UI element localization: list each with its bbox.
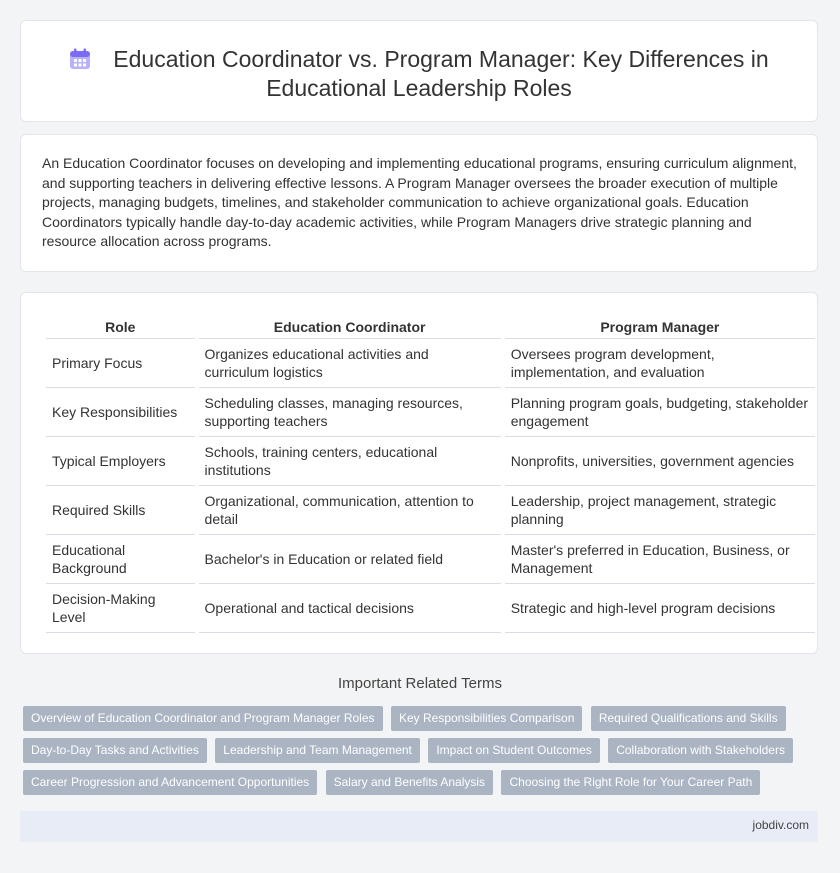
program-manager-cell: Leadership, project management, strategic planning xyxy=(505,486,815,535)
table-header-row xyxy=(46,314,815,339)
table-row xyxy=(46,535,815,584)
table-row xyxy=(46,486,815,535)
comparison-card xyxy=(20,292,818,654)
table-row xyxy=(46,339,815,388)
program-manager-cell: Oversees program development, implementation, and evaluation xyxy=(505,339,815,388)
program-manager-cell: Planning program goals, budgeting, stakeholder engagement xyxy=(505,388,815,437)
row-label: Required Skills xyxy=(46,486,195,535)
header-program-manager: Program Manager xyxy=(505,314,815,339)
row-label: Typical Employers xyxy=(46,437,195,486)
related-terms-heading: Important Related Terms xyxy=(338,675,502,692)
education-coordinator-cell: Schools, training centers, educational institutions xyxy=(199,437,501,486)
table-row xyxy=(46,388,815,437)
education-coordinator-cell: Organizes educational activities and curriculum logistics xyxy=(199,339,501,388)
education-coordinator-cell: Organizational, communication, attention to detail xyxy=(199,486,501,535)
related-term-tag[interactable]: Salary and Benefits Analysis xyxy=(326,770,493,795)
page-title: Education Coordinator vs. Program Manager: Key Differences in Educational Leadership Roles xyxy=(113,46,769,101)
intro-card xyxy=(20,134,818,272)
related-term-tag[interactable]: Choosing the Right Role for Your Career Path xyxy=(501,770,760,795)
header-role: Role xyxy=(46,314,195,339)
row-label: Primary Focus xyxy=(46,339,195,388)
education-coordinator-cell: Scheduling classes, managing resources, supporting teachers xyxy=(199,388,501,437)
related-term-tag[interactable]: Leadership and Team Management xyxy=(215,738,420,763)
calendar-icon xyxy=(69,48,91,70)
program-manager-cell: Master's preferred in Education, Business, or Management xyxy=(505,535,815,584)
footer xyxy=(20,811,818,842)
related-term-tag[interactable]: Impact on Student Outcomes xyxy=(428,738,599,763)
related-terms-list xyxy=(23,706,813,802)
related-term-tag[interactable]: Required Qualifications and Skills xyxy=(591,706,786,731)
footer-site-link[interactable]: jobdiv.com xyxy=(752,818,809,832)
row-label: Educational Background xyxy=(46,535,195,584)
comparison-table xyxy=(42,314,819,633)
related-term-tag[interactable]: Collaboration with Stakeholders xyxy=(608,738,793,763)
header-education-coordinator: Education Coordinator xyxy=(199,314,501,339)
related-term-tag[interactable]: Key Responsibilities Comparison xyxy=(391,706,582,731)
education-coordinator-cell: Operational and tactical decisions xyxy=(199,584,501,633)
table-row xyxy=(46,437,815,486)
program-manager-cell: Strategic and high-level program decisions xyxy=(505,584,815,633)
page-title-container xyxy=(21,45,817,103)
intro-paragraph: An Education Coordinator focuses on developing and implementing educational programs, ensuring curriculum alignment, and supporting teachers in delivering effective lessons. A Program Manager oversees the broader execution of multiple projects, managing budgets, timelines, and stakeholder communication to achieve organizational goals. Education Coordinators typically handle day-to-day academic activities, while Program Managers drive strategic planning and resource allocation across programs. xyxy=(42,155,797,250)
related-term-tag[interactable]: Day-to-Day Tasks and Activities xyxy=(23,738,207,763)
row-label: Decision-Making Level xyxy=(46,584,195,633)
row-label: Key Responsibilities xyxy=(46,388,195,437)
title-card xyxy=(20,20,818,122)
related-term-tag[interactable]: Career Progression and Advancement Opportunities xyxy=(23,770,317,795)
program-manager-cell: Nonprofits, universities, government agencies xyxy=(505,437,815,486)
related-term-tag[interactable]: Overview of Education Coordinator and Program Manager Roles xyxy=(23,706,383,731)
education-coordinator-cell: Bachelor's in Education or related field xyxy=(199,535,501,584)
table-row xyxy=(46,584,815,633)
